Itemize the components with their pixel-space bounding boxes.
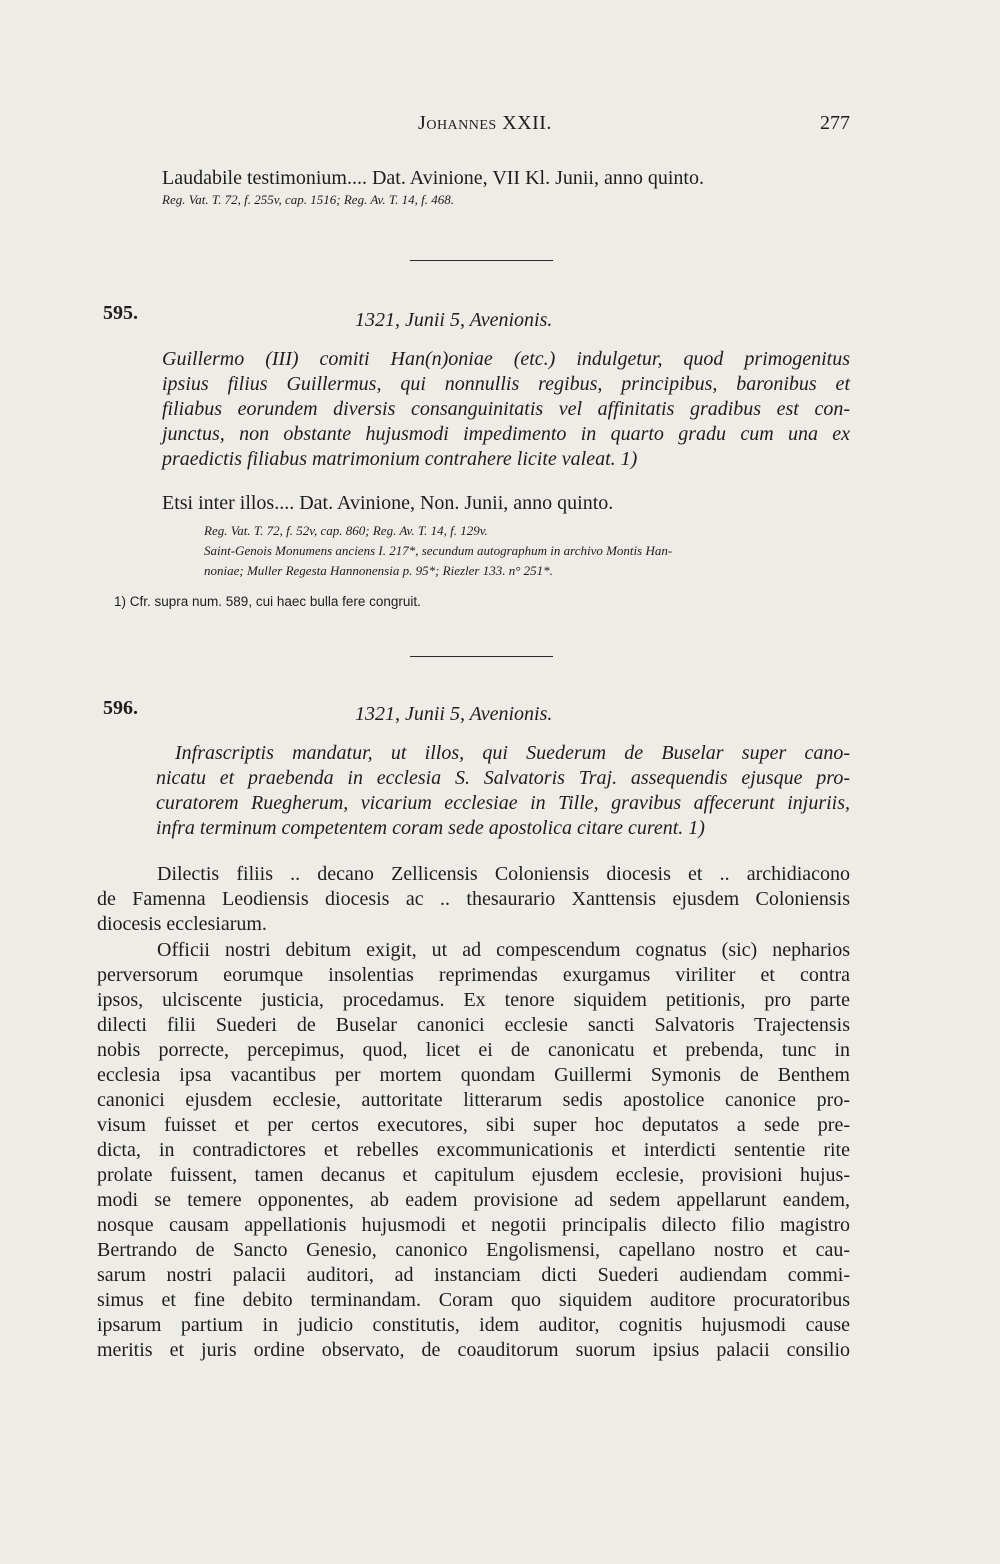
summary-text: praedictis filiabus matrimonium contrahere licite valeat. (162, 448, 616, 470)
address (97, 862, 850, 937)
summary-line: ipsius filius Guillermus, qui nonnullis regibus, principibus, baronibus et (162, 373, 850, 395)
register-reference: Reg. Vat. T. 72, f. 255v, cap. 1516; Reg. Av. T. 14, f. 468. (162, 192, 454, 207)
separator-rule (410, 656, 553, 657)
register-references (204, 521, 850, 581)
body-line: dilecti filii Suederi de Buselar canonici ecclesie sancti Salvatoris Trajectensis (97, 1014, 850, 1036)
reference-line: Reg. Vat. T. 72, f. 52v, cap. 860; Reg. Av. T. 14, f. 129v. (204, 523, 488, 538)
body-line: ecclesia ipsa vacantibus per mortem quondam Guillermi Symonis de Benthem (97, 1064, 850, 1086)
body-line: canonici ejusdem ecclesie, auttoritate litterarum sedis apostolice canonice pro- (97, 1089, 850, 1111)
footnote-mark: 1) (620, 448, 638, 470)
entry-date: 1321, Junii 5, Avenionis. (355, 703, 553, 725)
previous-entry (162, 166, 850, 209)
entry-date: 1321, Junii 5, Avenionis. (355, 309, 553, 331)
entry-number: 596. (103, 697, 138, 719)
reference-line: noniae; Muller Regesta Hannonensia p. 95*; Riezler 133. n° 251*. (204, 563, 553, 578)
page-number: 277 (820, 112, 850, 134)
separator-rule (410, 260, 553, 261)
body-line: Bertrando de Sancto Genesio, canonico Engolismensi, capellano nostro et cau- (97, 1239, 850, 1261)
summary-line: Infrascriptis mandatur, ut illos, qui Suederum de Buselar super cano- (175, 742, 850, 764)
summary-line-last (156, 816, 850, 841)
summary-line: Guillermo (III) comiti Han(n)oniae (etc.) indulgetur, quod primogenitus (162, 348, 850, 370)
incipit-line: Etsi inter illos.... Dat. Avinione, Non. Junii, anno quinto. (162, 492, 614, 514)
body-line: nobis porrecte, percepimus, quod, licet ei de canonicatu et prebenda, tunc in (97, 1039, 850, 1061)
address-line: de Famenna Leodiensis diocesis ac .. thesaurario Xanttensis ejusdem Coloniensis (97, 888, 850, 910)
summary-text: infra terminum competentem coram sede apostolica citare curent. (156, 817, 684, 839)
body-line: prolate fuissent, tamen decanus et capitulum ejusdem ecclesie, provisioni hujus- (97, 1164, 850, 1186)
reference-line: Saint-Genois Monumens anciens I. 217*, secundum autographum in archivo Montis Han- (204, 543, 673, 558)
body-line: nosque causam appellationis hujusmodi et negotii principalis dilecto filio magistro (97, 1214, 850, 1236)
entry-number: 595. (103, 302, 138, 324)
entry-summary (156, 741, 850, 841)
footnote-text: 1) Cfr. supra num. 589, cui haec bulla fere congruit. (114, 594, 421, 609)
incipit (162, 491, 850, 516)
entry-summary (162, 347, 850, 472)
footnote-mark: 1) (688, 817, 705, 839)
body-line: dicta, in contradictores et rebelles excommunicationis et interdicti sententie rite (97, 1139, 850, 1161)
body-line: visum fuisset et per certos executores, sibi super hoc deputatos a sede pre- (97, 1114, 850, 1136)
address-line: Dilectis filiis .. decano Zellicensis Coloniensis diocesis et .. archidiacono (157, 863, 850, 885)
body-line: ipsos, ulciscente justicia, procedamus. Ex tenore siquidem petitionis, pro parte (97, 989, 850, 1011)
summary-line: nicatu et praebenda in ecclesia S. Salvatoris Traj. assequendis ejusque pro- (156, 767, 850, 789)
address-line: diocesis ecclesiarum. (97, 913, 267, 935)
summary-line-last (162, 447, 850, 472)
footnote (114, 593, 850, 611)
body-line: simus et fine debito terminandam. Coram quo siquidem auditore procuratoribus (97, 1289, 850, 1311)
document-body (97, 938, 850, 1363)
body-line: ipsarum partium in judicio constitutis, idem auditor, cognitis hujusmodi cause (97, 1314, 850, 1336)
body-line: perversorum eorumque insolentias reprimendas exurgamus viriliter et contra (97, 964, 850, 986)
incipit-line: Laudabile testimonium.... Dat. Avinione, VII Kl. Junii, anno quinto. (162, 167, 704, 189)
body-line: sarum nostri palacii auditori, ad instanciam dicti Suederi audiendam commi- (97, 1264, 850, 1286)
summary-line: junctus, non obstante hujusmodi impedimento in quarto gradu cum una ex (162, 423, 850, 445)
running-title-text: Johannes XXII. (418, 112, 552, 134)
body-line: modi se temere opponentes, ab eadem provisione ad sedem appellarunt eandem, (97, 1189, 850, 1211)
summary-line: filiabus eorundem diversis consanguinitatis vel affinitatis gradibus est con- (162, 398, 850, 420)
summary-line: curatorem Ruegherum, vicarium ecclesiae in Tille, gravibus affecerunt injuriis, (156, 792, 850, 814)
body-line: meritis et juris ordine observato, de coauditorum suorum ipsius palacii consilio (97, 1339, 850, 1361)
body-line: Officii nostri debitum exigit, ut ad compescendum cognatus (sic) nepharios (157, 939, 850, 961)
